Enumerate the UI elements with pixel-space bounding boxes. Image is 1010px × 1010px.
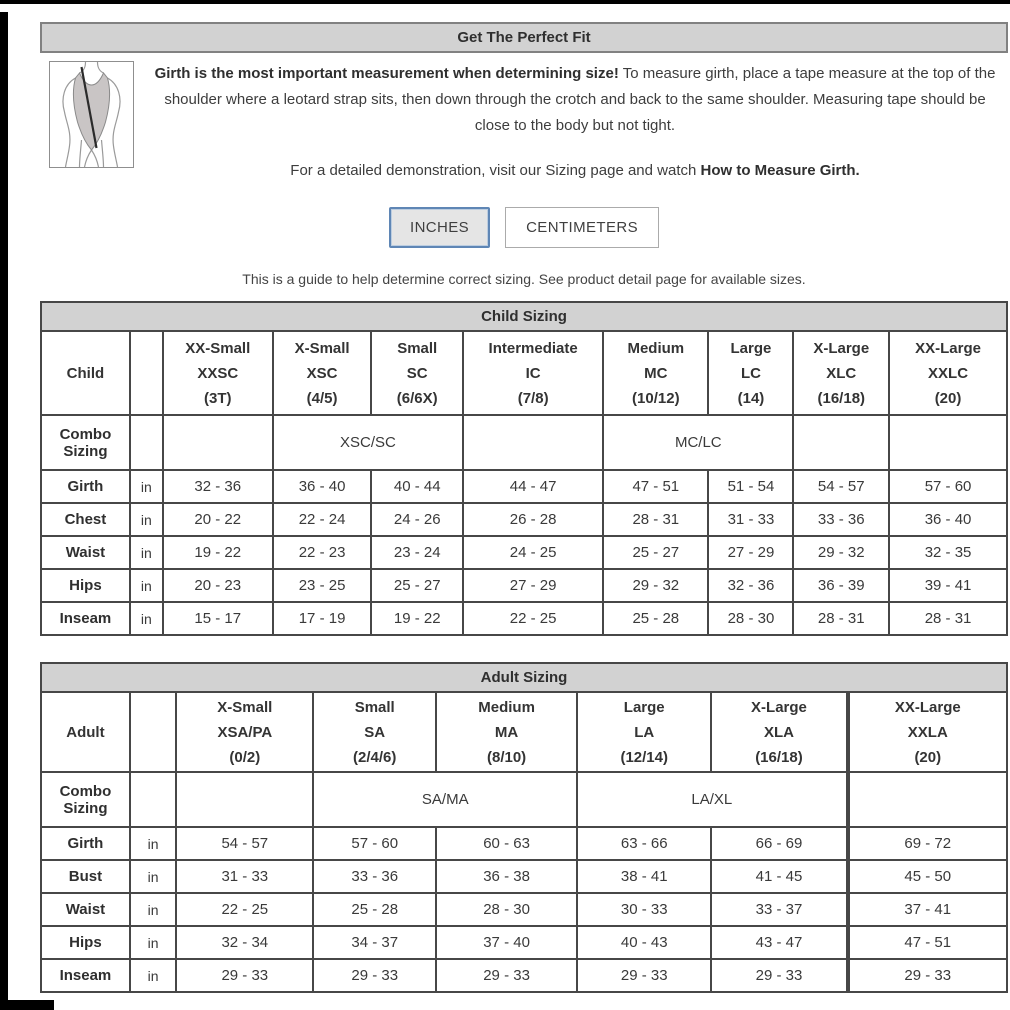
unit-label: in bbox=[130, 602, 163, 635]
size-value-cell: 25 - 28 bbox=[603, 602, 708, 635]
size-value-cell: 31 - 33 bbox=[176, 860, 313, 893]
adult-combo-cell: SA/MA bbox=[313, 772, 577, 827]
row-label: Inseam bbox=[41, 602, 130, 635]
size-value-cell: 45 - 50 bbox=[848, 860, 1007, 893]
adult-combo-row bbox=[41, 772, 1007, 827]
size-value-cell: 63 - 66 bbox=[577, 827, 711, 860]
size-value-cell: 54 - 57 bbox=[793, 470, 889, 503]
size-value-cell: 29 - 33 bbox=[577, 959, 711, 992]
size-value-cell: 44 - 47 bbox=[463, 470, 603, 503]
row-label: Child bbox=[41, 331, 130, 415]
size-value-cell: 29 - 33 bbox=[176, 959, 313, 992]
size-value-cell: 15 - 17 bbox=[163, 602, 273, 635]
size-value-cell: 33 - 36 bbox=[313, 860, 436, 893]
unit-label: in bbox=[130, 536, 163, 569]
size-value-cell: 28 - 31 bbox=[603, 503, 708, 536]
size-value-cell: 32 - 34 bbox=[176, 926, 313, 959]
row-label: Waist bbox=[41, 893, 130, 926]
unit-column-header bbox=[130, 692, 176, 772]
size-value-cell: 60 - 63 bbox=[436, 827, 577, 860]
row-label: Adult bbox=[41, 692, 130, 772]
size-value-cell: 36 - 40 bbox=[889, 503, 1007, 536]
table-row-chest bbox=[41, 503, 1007, 536]
size-value-cell: 34 - 37 bbox=[313, 926, 436, 959]
adult-size-header: XX-Large XXLA (20) bbox=[848, 692, 1007, 772]
frame-left-line bbox=[0, 12, 8, 1000]
size-value-cell: 29 - 32 bbox=[603, 569, 708, 602]
girth-intro-text: To measure girth, place a tape measure at the top of the shoulder where a leotard strap sits, then down through the crotch and back to the same shoulder. Measuring tape should be close to the body but not tight. bbox=[164, 65, 996, 134]
size-value-cell: 22 - 24 bbox=[273, 503, 372, 536]
size-value-cell: 23 - 25 bbox=[273, 569, 372, 602]
combo-cell-empty bbox=[848, 772, 1007, 827]
size-value-cell: 20 - 22 bbox=[163, 503, 273, 536]
size-value-cell: 37 - 41 bbox=[848, 893, 1007, 926]
size-value-cell: 40 - 44 bbox=[371, 470, 463, 503]
combo-cell-empty bbox=[793, 415, 889, 470]
size-value-cell: 38 - 41 bbox=[577, 860, 711, 893]
size-value-cell: 20 - 23 bbox=[163, 569, 273, 602]
unit-label: in bbox=[130, 503, 163, 536]
girth-intro-paragraph bbox=[148, 61, 1002, 139]
size-value-cell: 43 - 47 bbox=[711, 926, 847, 959]
leotard-girth-diagram-icon bbox=[50, 62, 133, 167]
unit-toggle bbox=[40, 207, 1008, 248]
size-value-cell: 66 - 69 bbox=[711, 827, 847, 860]
row-label: Waist bbox=[41, 536, 130, 569]
girth-intro-section bbox=[40, 61, 1008, 179]
table-row-bust bbox=[41, 860, 1007, 893]
unit-label: in bbox=[130, 827, 176, 860]
size-value-cell: 51 - 54 bbox=[708, 470, 793, 503]
size-value-cell: 24 - 26 bbox=[371, 503, 463, 536]
size-value-cell: 69 - 72 bbox=[848, 827, 1007, 860]
size-value-cell: 30 - 33 bbox=[577, 893, 711, 926]
row-label: Bust bbox=[41, 860, 130, 893]
child-size-header: X-Small XSC (4/5) bbox=[273, 331, 372, 415]
child-size-header: XX-Large XXLC (20) bbox=[889, 331, 1007, 415]
combo-cell-empty bbox=[130, 415, 163, 470]
table-row-girth bbox=[41, 470, 1007, 503]
adult-size-header: X-Small XSA/PA (0/2) bbox=[176, 692, 313, 772]
size-value-cell: 33 - 37 bbox=[711, 893, 847, 926]
combo-cell-empty bbox=[130, 772, 176, 827]
row-label: Hips bbox=[41, 569, 130, 602]
adult-size-header: Medium MA (8/10) bbox=[436, 692, 577, 772]
child-sizing-table bbox=[40, 301, 1008, 636]
child-size-header: Small SC (6/6X) bbox=[371, 331, 463, 415]
combo-sizing-label: Combo Sizing bbox=[41, 415, 130, 470]
unit-label: in bbox=[130, 893, 176, 926]
size-value-cell: 22 - 25 bbox=[176, 893, 313, 926]
size-value-cell: 36 - 38 bbox=[436, 860, 577, 893]
table-row-inseam bbox=[41, 602, 1007, 635]
size-value-cell: 36 - 40 bbox=[273, 470, 372, 503]
size-value-cell: 25 - 28 bbox=[313, 893, 436, 926]
table-row-hips bbox=[41, 926, 1007, 959]
size-value-cell: 37 - 40 bbox=[436, 926, 577, 959]
row-label: Chest bbox=[41, 503, 130, 536]
unit-label: in bbox=[130, 569, 163, 602]
combo-cell-empty bbox=[889, 415, 1007, 470]
size-value-cell: 31 - 33 bbox=[708, 503, 793, 536]
size-value-cell: 26 - 28 bbox=[463, 503, 603, 536]
child-size-header: Intermediate IC (7/8) bbox=[463, 331, 603, 415]
child-size-header: X-Large XLC (16/18) bbox=[793, 331, 889, 415]
unit-column-header bbox=[130, 331, 163, 415]
adult-header-row bbox=[41, 692, 1007, 772]
centimeters-button[interactable]: CENTIMETERS bbox=[505, 207, 659, 248]
adult-size-header: Large LA (12/14) bbox=[577, 692, 711, 772]
adult-table-title: Adult Sizing bbox=[41, 663, 1007, 692]
size-value-cell: 29 - 33 bbox=[711, 959, 847, 992]
demo-instruction-text: For a detailed demonstration, visit our Sizing page and watch bbox=[290, 162, 701, 179]
size-value-cell: 22 - 25 bbox=[463, 602, 603, 635]
sizing-guide-note: This is a guide to help determine correct sizing. See product detail page for available sizes. bbox=[242, 271, 806, 287]
girth-intro-bold: Girth is the most important measurement when determining size! bbox=[154, 65, 619, 82]
unit-label: in bbox=[130, 860, 176, 893]
size-value-cell: 23 - 24 bbox=[371, 536, 463, 569]
child-combo-cell: XSC/SC bbox=[273, 415, 463, 470]
child-size-header: XX-Small XXSC (3T) bbox=[163, 331, 273, 415]
page-title: Get The Perfect Fit bbox=[40, 22, 1008, 53]
combo-cell-empty bbox=[176, 772, 313, 827]
size-value-cell: 22 - 23 bbox=[273, 536, 372, 569]
size-value-cell: 17 - 19 bbox=[273, 602, 372, 635]
child-table-title: Child Sizing bbox=[41, 302, 1007, 331]
row-label: Hips bbox=[41, 926, 130, 959]
demo-instruction-bold: How to Measure Girth. bbox=[700, 162, 860, 179]
size-value-cell: 36 - 39 bbox=[793, 569, 889, 602]
row-label: Inseam bbox=[41, 959, 130, 992]
size-value-cell: 57 - 60 bbox=[889, 470, 1007, 503]
size-value-cell: 41 - 45 bbox=[711, 860, 847, 893]
size-value-cell: 57 - 60 bbox=[313, 827, 436, 860]
child-size-header: Medium MC (10/12) bbox=[603, 331, 708, 415]
size-value-cell: 28 - 31 bbox=[889, 602, 1007, 635]
table-row-inseam bbox=[41, 959, 1007, 992]
intro-text-column bbox=[134, 61, 1008, 179]
size-value-cell: 27 - 29 bbox=[708, 536, 793, 569]
size-value-cell: 47 - 51 bbox=[848, 926, 1007, 959]
adult-combo-cell: LA/XL bbox=[577, 772, 847, 827]
child-size-header: Large LC (14) bbox=[708, 331, 793, 415]
table-row-girth bbox=[41, 827, 1007, 860]
combo-cell-empty bbox=[463, 415, 603, 470]
size-value-cell: 39 - 41 bbox=[889, 569, 1007, 602]
combo-cell-empty bbox=[163, 415, 273, 470]
size-value-cell: 27 - 29 bbox=[463, 569, 603, 602]
adult-size-header: Small SA (2/4/6) bbox=[313, 692, 436, 772]
size-value-cell: 40 - 43 bbox=[577, 926, 711, 959]
combo-sizing-label: Combo Sizing bbox=[41, 772, 130, 827]
demo-instruction bbox=[148, 162, 1002, 179]
table-row-waist bbox=[41, 893, 1007, 926]
size-value-cell: 19 - 22 bbox=[371, 602, 463, 635]
size-value-cell: 19 - 22 bbox=[163, 536, 273, 569]
adult-size-header: X-Large XLA (16/18) bbox=[711, 692, 847, 772]
size-value-cell: 28 - 30 bbox=[708, 602, 793, 635]
frame-top-line bbox=[0, 0, 1010, 4]
row-label: Girth bbox=[41, 827, 130, 860]
size-value-cell: 25 - 27 bbox=[371, 569, 463, 602]
size-value-cell: 32 - 36 bbox=[163, 470, 273, 503]
table-row-hips bbox=[41, 569, 1007, 602]
size-value-cell: 29 - 33 bbox=[313, 959, 436, 992]
inches-button[interactable]: INCHES bbox=[389, 207, 490, 248]
table-row-waist bbox=[41, 536, 1007, 569]
child-combo-cell: MC/LC bbox=[603, 415, 793, 470]
size-value-cell: 47 - 51 bbox=[603, 470, 708, 503]
unit-label: in bbox=[130, 926, 176, 959]
size-value-cell: 29 - 33 bbox=[848, 959, 1007, 992]
unit-label: in bbox=[130, 959, 176, 992]
size-value-cell: 32 - 36 bbox=[708, 569, 793, 602]
size-value-cell: 24 - 25 bbox=[463, 536, 603, 569]
row-label: Girth bbox=[41, 470, 130, 503]
child-combo-row bbox=[41, 415, 1007, 470]
frame-bottom-line bbox=[0, 1000, 54, 1010]
size-value-cell: 29 - 33 bbox=[436, 959, 577, 992]
leotard-figure-image bbox=[49, 61, 134, 168]
size-value-cell: 29 - 32 bbox=[793, 536, 889, 569]
size-value-cell: 28 - 31 bbox=[793, 602, 889, 635]
child-header-row bbox=[41, 331, 1007, 415]
page-content bbox=[40, 22, 1008, 993]
size-value-cell: 54 - 57 bbox=[176, 827, 313, 860]
size-value-cell: 25 - 27 bbox=[603, 536, 708, 569]
size-value-cell: 28 - 30 bbox=[436, 893, 577, 926]
unit-label: in bbox=[130, 470, 163, 503]
size-value-cell: 32 - 35 bbox=[889, 536, 1007, 569]
size-value-cell: 33 - 36 bbox=[793, 503, 889, 536]
adult-sizing-table bbox=[40, 662, 1008, 993]
